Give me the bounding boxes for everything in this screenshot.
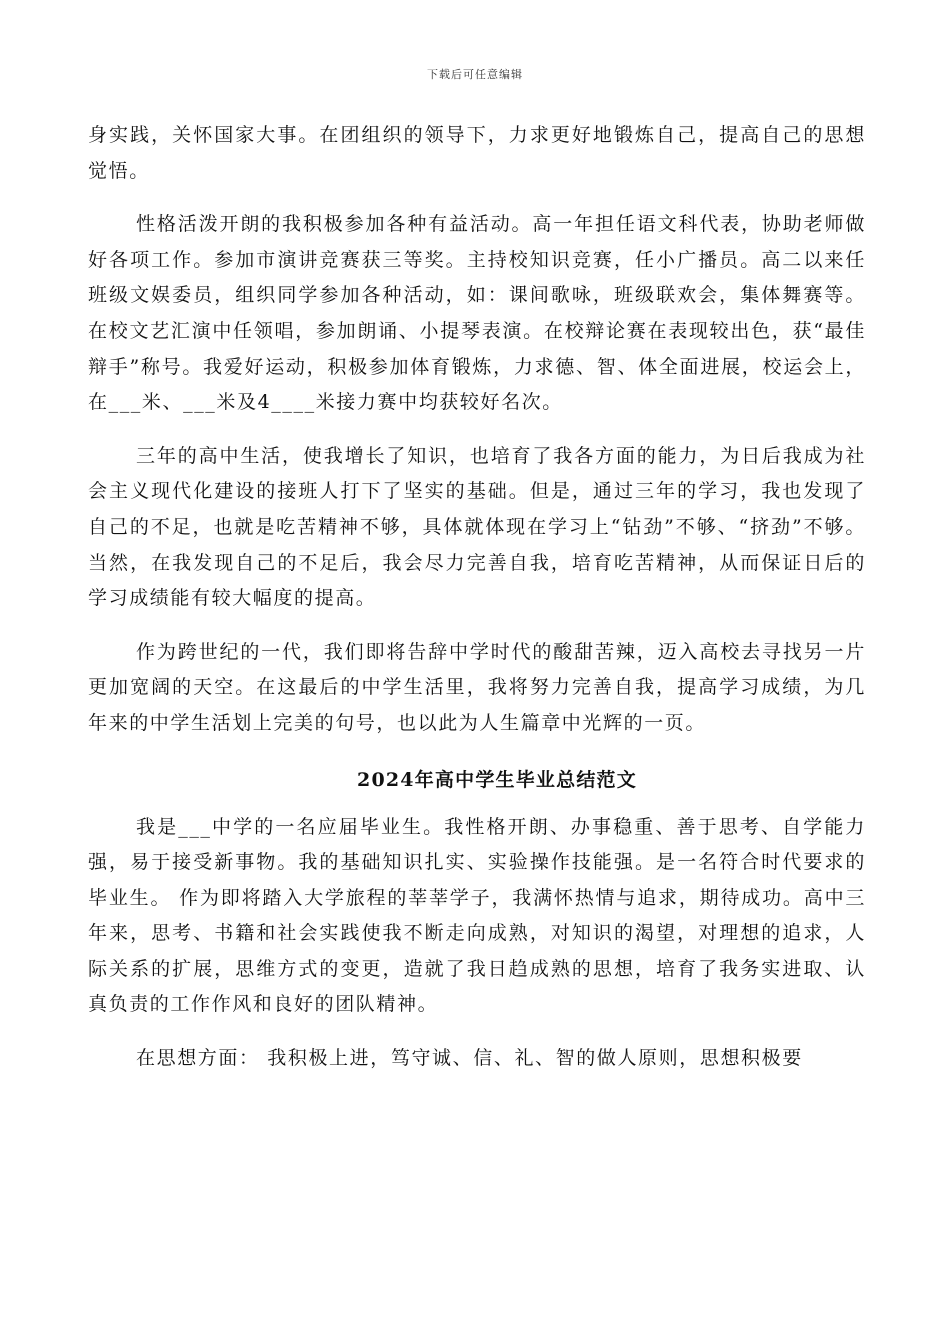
paragraph-1: 身实践，关怀国家大事。在团组织的领导下，力求更好地锻炼自己，提高自己的思想觉悟。 xyxy=(88,124,866,182)
paragraph-6: 在思想方面： 我积极上进，笃守诚、信、礼、智的做人原则，思想积极要 xyxy=(136,1047,803,1070)
paragraph-4: 作为跨世纪的一代，我们即将告辞中学时代的酸甜苦辣，迈入高校去寻找另一片更加宽阔的天空。在这最后的中学生活里，我将努力完善自我，提高学习成绩，为几年来的中学生活划上完美的句号，也以此为人生篇章中光辉的一页。 xyxy=(88,640,866,734)
page-header: 下载后可任意编辑 xyxy=(427,68,523,81)
section-title: 2024年高中学生毕业总结范文 xyxy=(357,768,637,791)
paragraph-3: 三年的高中生活，使我增长了知识，也培育了我各方面的能力，为日后我成为社会主义现代化建设的接班人打下了坚实的基础。但是，通过三年的学习，我也发现了自己的不足，也就是吃苦精神不够，具体就体现在学习上“钻劲”不够、“挤劲”不够。当然，在我发现自己的不足后，我会尽力完善自我，培育吃苦精神，从而保证日后的学习成绩能有较大幅度的提高。 xyxy=(88,444,866,610)
paragraph-2: 性格活泼开朗的我积极参加各种有益活动。高一年担任语文科代表，协助老师做好各项工作。参加市演讲竞赛获三等奖。主持校知识竞赛，任小广播员。高二以来任班级文娱委员，组织同学参加各种活动，如：课间歌咏，班级联欢会，集体舞赛等。在校文艺汇演中任领唱，参加朗诵、小提琴表演。在校辩论赛在表现较出色，获“最佳辩手”称号。我爱好运动，积极参加体育锻炼，力求德、智、体全面进展，校运会上，在___米、___米及4____米接力赛中均获较好名次。 xyxy=(88,213,866,414)
document-body xyxy=(88,118,866,1077)
paragraph-5: 我是___中学的一名应届毕业生。我性格开朗、办事稳重、善于思考、自学能力强，易于接受新事物。我的基础知识扎实、实验操作技能强。是一名符合时代要求的毕业生。 作为即将踏入大学旅程的莘莘学子，我满怀热情与追求，期待成功。高中三年来，思考、书籍和社会实践使我不断走向成熟，对知识的渴望，对理想的追求，人际关系的扩展，思维方式的变更，造就了我日趋成熟的思想，培育了我务实进取、认真负责的工作作风和良好的团队精神。 xyxy=(88,815,866,1016)
